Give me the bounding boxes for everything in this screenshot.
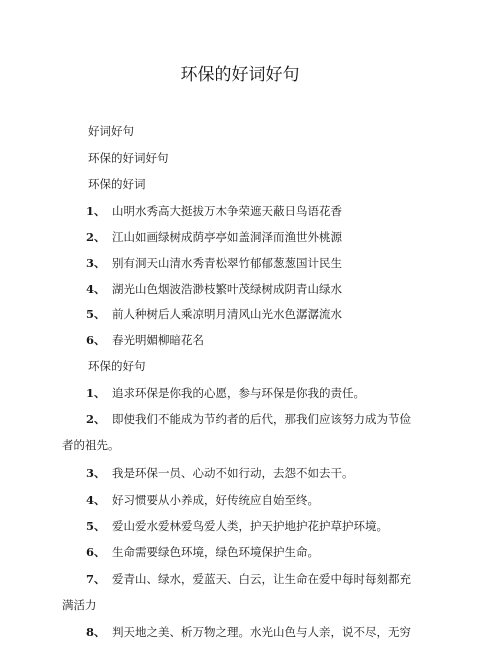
sentence-item-4	[86, 492, 319, 508]
word-item-4	[86, 281, 342, 297]
page-title: 环保的好词好句	[180, 65, 300, 85]
item-text: 判天地之美、析万物之理。水光山色与人亲，说不尽，无穷	[112, 625, 411, 639]
item-number: 8、	[86, 625, 106, 639]
item-number: 2、	[86, 230, 106, 244]
item-number: 5、	[86, 519, 106, 533]
item-text: 山明水秀高大挺拔万木争荣遮天蔽日鸟语花香	[112, 204, 342, 218]
sentence-item-7-continuation: 满活力	[62, 598, 97, 612]
sentence-item-7	[86, 571, 411, 587]
sentence-item-6	[86, 544, 319, 560]
word-item-2	[86, 229, 342, 245]
item-text: 湖光山色烟波浩渺枝繁叶茂绿树成阴青山绿水	[112, 282, 342, 296]
item-text: 我是环保一员、心动不如行动，去怨不如去干。	[112, 466, 354, 480]
item-text: 爱山爱水爱林爱鸟爱人类，护天护地护花护草护环境。	[112, 519, 388, 533]
item-text: 爱青山、绿水，爱蓝天、白云，让生命在爱中每时每刻都充	[112, 572, 411, 586]
word-item-3	[86, 255, 342, 271]
item-text: 江山如画绿树成荫亭亭如盖洞泽而渔世外桃源	[112, 230, 342, 244]
sentence-item-2	[86, 411, 411, 427]
item-number: 6、	[86, 333, 106, 347]
word-item-6	[86, 332, 204, 348]
item-number: 5、	[86, 307, 106, 321]
item-number: 1、	[86, 204, 106, 218]
word-item-1	[86, 203, 342, 219]
item-number: 4、	[86, 282, 106, 296]
item-text: 好习惯要从小养成，好传统应自始至终。	[112, 493, 319, 507]
item-number: 7、	[86, 572, 106, 586]
item-number: 6、	[86, 545, 106, 559]
item-text: 追求环保是你我的心愿，参与环保是你我的责任。	[112, 386, 365, 400]
sentence-item-5	[86, 518, 388, 534]
item-text: 别有洞天山清水秀青松翠竹郁郁葱葱国计民生	[112, 256, 342, 270]
sentence-item-3	[86, 465, 354, 481]
item-text: 前人种树后人乘凉明月清风山光水色潺潺流水	[112, 307, 342, 321]
heading-eco-sentences: 环保的好句	[88, 359, 146, 373]
heading-eco-words: 环保的好词	[88, 177, 146, 191]
sentence-item-8	[86, 624, 411, 640]
sentence-item-1	[86, 385, 365, 401]
item-number: 3、	[86, 466, 106, 480]
item-text: 生命需要绿色环境，绿色环境保护生命。	[112, 545, 319, 559]
item-text: 即使我们不能成为节约者的后代，那我们应该努力成为节俭	[112, 412, 411, 426]
heading-good-words-sentences: 好词好句	[88, 124, 134, 138]
item-text: 春光明媚柳暗花名	[112, 333, 204, 347]
item-number: 2、	[86, 412, 106, 426]
word-item-5	[86, 306, 342, 322]
item-number: 3、	[86, 256, 106, 270]
sentence-item-2-continuation: 者的祖先。	[62, 438, 120, 452]
heading-eco-words-sentences: 环保的好词好句	[88, 151, 169, 165]
item-number: 1、	[86, 386, 106, 400]
item-number: 4、	[86, 493, 106, 507]
